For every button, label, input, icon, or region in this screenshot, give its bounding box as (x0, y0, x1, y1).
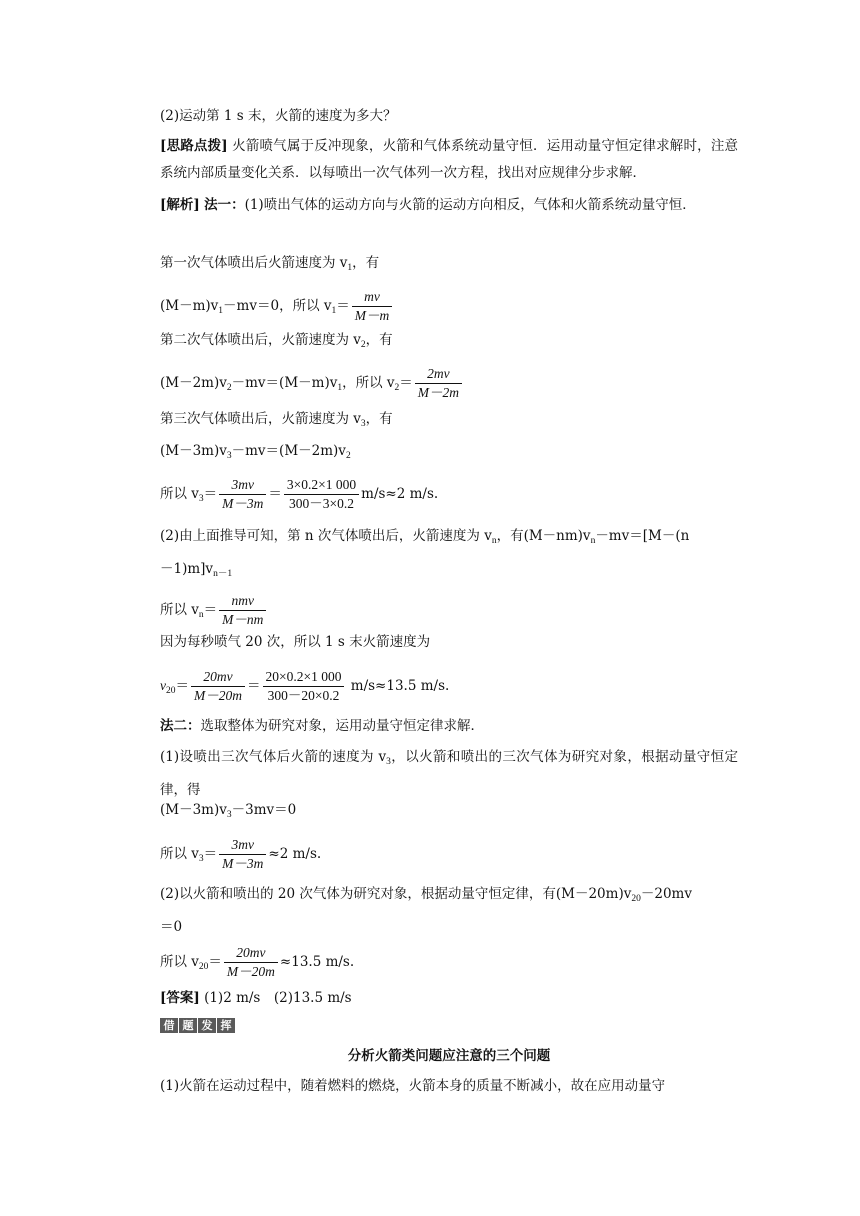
section-badge: 借 题 发 挥 (160, 1018, 235, 1033)
m1-eq1: $(M-m)v_1-mv=0$，所以 $v_1=$ $\frac{mv}{M-m}$ (160, 288, 394, 325)
method2-line: 法二：选取整体为研究对象，运用动量守恒定律求解． (160, 718, 484, 734)
last-paragraph: (1)火箭在运动过程中，随着燃料的燃烧，火箭本身的质量不断减小，故在应用动量守 (160, 1078, 666, 1094)
m2-p1: (1)设喷出三次气体后火箭的速度为 $v_3$，以火箭和喷出的三次气体为研究对象，根据动量守恒定律，得 (160, 749, 738, 798)
m1-first-line: 第一次气体喷出后火箭速度为 $v_1$，有 (160, 255, 380, 273)
m1-third-line: 第三次气体喷出后，火箭速度为 $v_3$，有 (160, 411, 393, 429)
fraction: $\frac{3\times 0.2\times 1 000}{300-3\times 0.2}$ (284, 476, 359, 513)
answer-text: (1)2 m/s (2)13.5 m/s (204, 990, 352, 1006)
m1-eq3: $(M-3m)v_3-mv=(M-2m)v_2$ (160, 443, 351, 461)
m2-p2: (2)以火箭和喷出的 20 次气体为研究对象，根据动量守恒定律，有$(M-20m)v_{20}-20mv$ ＝0 (160, 886, 692, 935)
m1-eq2: $(M-2m)v_2-mv=(M-m)v_1$，所以 $v_2=$ $\frac{2mv}{M-2m}$ (160, 365, 464, 402)
answer-label: [答案] (160, 990, 200, 1006)
fraction: $\frac{\text{nmv}}{M-nm}$ (219, 592, 266, 629)
hint-paragraph (160, 133, 738, 187)
analysis-label: [解析] (160, 197, 200, 213)
method1-label: 法一： (204, 197, 245, 213)
analysis-paragraph (160, 192, 738, 219)
m1-second-line: 第二次气体喷出后，火箭速度为 $v_2$，有 (160, 332, 393, 350)
question-2: (2)运动第 1 s 末，火箭的速度为多大？ (160, 108, 397, 124)
fraction: $\frac{20mv}{M-20m}$ (191, 668, 245, 705)
m1-rate: 因为每秒喷气 20 次，所以 1 s 末火箭速度为 (160, 634, 431, 650)
fraction: $\frac{mv}{M-m}$ (352, 288, 393, 325)
fraction: $\frac{3mv}{M-3m}$ (219, 476, 266, 513)
fraction: $\frac{20mv}{M-20m}$ (224, 944, 278, 981)
fraction: $\frac{20\times 0.2\times 1 000}{300-20\times 0.2}$ (263, 668, 345, 705)
m2-so: 所以 $v_3=$ $\frac{3mv}{M-3m}$ ≈2 m/s. (160, 837, 322, 871)
hint-text: 火箭喷气属于反冲现象，火箭和气体系统动量守恒．运用动量守恒定律求解时，注意系统内部质量变化关系．以每喷出一次气体列一次方程，找出对应规律分步求解． (160, 138, 739, 181)
fraction: $\frac{2mv}{M-2m}$ (415, 365, 462, 402)
hint-label: [思路点拨] (160, 138, 228, 154)
m2-so2: 所以 $v_{20}=$ $\frac{20mv}{M-20m}$ ≈13.5 m/s. (160, 945, 355, 979)
method1-p1: (1)喷出气体的运动方向与火箭的运动方向相反，气体和火箭系统动量守恒． (244, 197, 696, 213)
answer-line (160, 988, 352, 1008)
m1-v20: $v_{20}=$ $\frac{20mv}{M-20m}$ ＝ $\frac{20\times 0.2\times 1 000}{300-20\times 0.2}$ m/s≈13.5 m/s. (160, 669, 450, 703)
m2-eq1: $(M-3m)v_3-3mv=0$ (160, 802, 297, 820)
m1-so3: 所以 $v_3=$ $\frac{3mv}{M-3m}$ ＝ $\frac{3\times 0.2\times 1 000}{300-3\times 0.2}$ m/s≈2 m/s. (160, 477, 439, 511)
fraction: $\frac{3mv}{M-3m}$ (219, 836, 266, 873)
m1-p2: (2)由上面推导可知，第 n 次气体喷出后，火箭速度为 $v_n$，有$(M-nm)v_n-mv=[M-(n$ $-1)m]v_{n-1}$ (160, 528, 690, 579)
section-title: 分析火箭类问题应注意的三个问题 (347, 1048, 551, 1064)
m1-son: 所以 $v_n=$ $\frac{\text{nmv}}{M-nm}$ (160, 592, 268, 629)
